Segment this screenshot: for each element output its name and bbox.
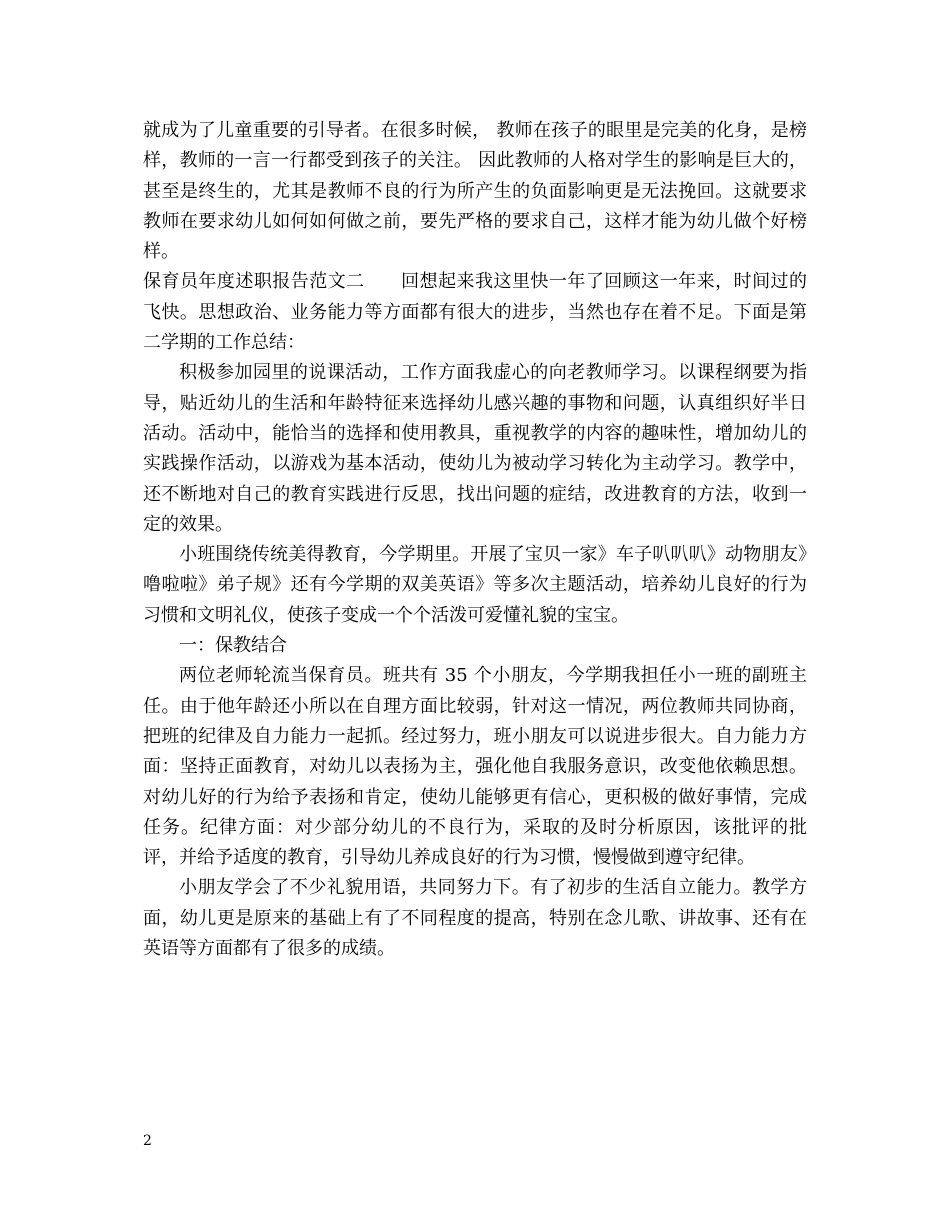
page-number: 2 xyxy=(143,1133,152,1149)
paragraph-3: 积极参加园里的说课活动，工作方面我虚心的向老教师学习。以课程纲要为指导，贴近幼儿的生活和年龄特征来选择幼儿感兴趣的事物和问题，认真组织好半日活动。活动中，能恰当的选择和使用教具，重视教学的内容的趣味性，增加幼儿的实践操作活动，以游戏为基本活动，使幼儿为被动学习转化为主动学习。教学中，还不断地对自己的教育实践进行反思，找出问题的症结，改进教育的方法，收到一定的效果。 xyxy=(143,362,807,535)
paragraph-2 xyxy=(143,267,807,358)
section-heading: 保育员年度述职报告范文二 xyxy=(143,271,365,293)
paragraph-4: 小班围绕传统美得教育，今学期里。开展了宝贝一家》车子叭叭叭》动物朋友》噜啦啦》弟子规》还有今学期的双美英语》等多次主题活动，培养幼儿良好的行为习惯和文明礼仪，使孩子变成一个个活泼可爱懂礼貌的宝宝。 xyxy=(143,544,807,626)
paragraph-5-subheading: 一：保教结合 xyxy=(179,635,287,657)
paragraph-7: 小朋友学会了不少礼貌用语，共同努力下。有了初步的生活自立能力。教学方面，幼儿更是原来的基础上有了不同程度的提高，特别在念儿歌、讲故事、还有在英语等方面都有了很多的成绩。 xyxy=(143,877,807,960)
paragraph-1: 就成为了儿童重要的引导者。在很多时候， 教师在孩子的眼里是完美的化身，是榜样，教师的一言一行都受到孩子的关注。 因此教师的人格对学生的影响是巨大的，甚至是终生的，尤其是教师不良的行为所产生的负面影响更是无法挽回。这就要求教师在要求幼儿如何如何做之前，要先严格的要求自己，这样才能为幼儿做个好榜样。 xyxy=(143,120,807,263)
document-body xyxy=(143,116,807,964)
paragraph-6: 两位老师轮流当保育员。班共有 35 个小朋友，今学期我担任小一班的副班主任。由于他年龄还小所以在自理方面比较弱，针对这一情况，两位教师共同协商，把班的纪律及自力能力一起抓。经过努力，班小朋友可以说进步很大。自力能力方面：坚持正面教育，对幼儿以表扬为主，强化他自我服务意识，改变他依赖思想。对幼儿好的行为给予表扬和肯定，使幼儿能够更有信心，更积极的做好事情，完成任务。纪律方面：对少部分幼儿的不良行为，采取的及时分析原因，该批评的批评，并给予适度的教育，引导幼儿养成良好的行为习惯，慢慢做到遵守纪律。 xyxy=(143,665,807,869)
paragraph-2-text: 回想起来我这里快一年了回顾这一年来，时间过的飞快。思想政治、业务能力等方面都有很大的进步，当然也存在着不足。下面是第二学期的工作总结： xyxy=(143,271,808,354)
